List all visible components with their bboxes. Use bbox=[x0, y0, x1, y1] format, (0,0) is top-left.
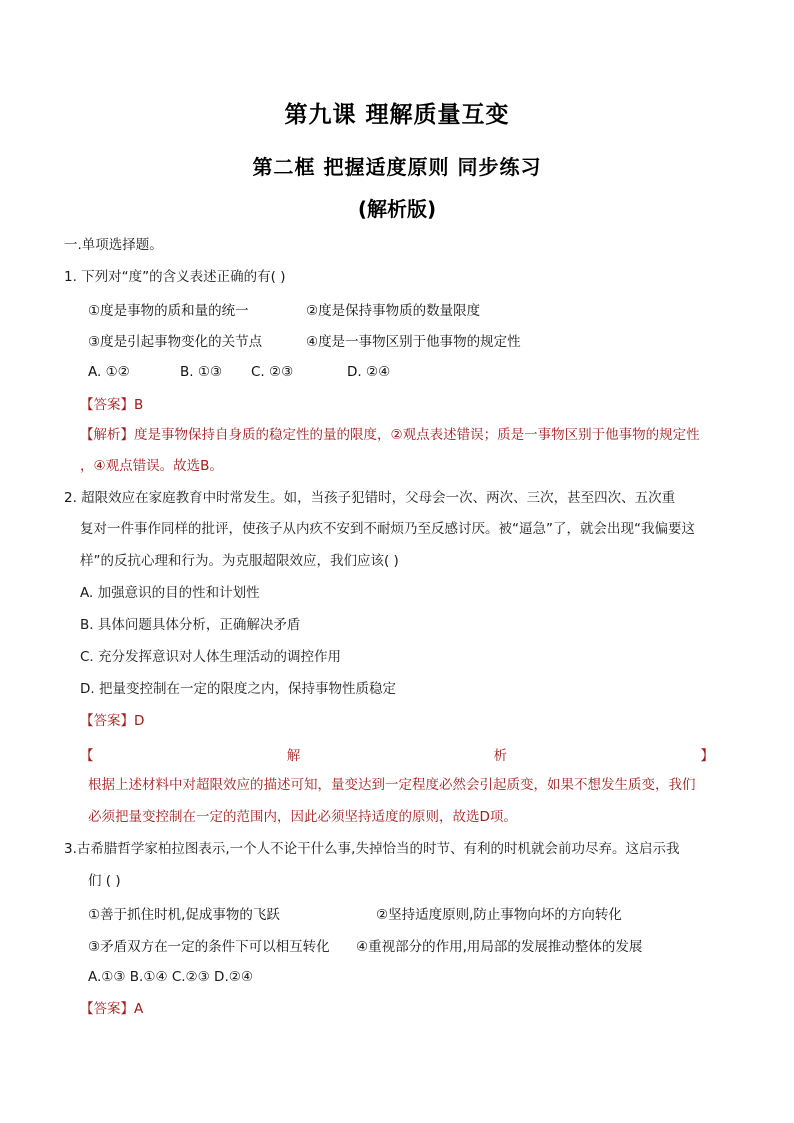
q2-analysis-line2: 必须把量变控制在一定的范围内，因此必须坚持适度的原则，故选D项。 bbox=[88, 809, 517, 825]
q2-analysis-line1: 根据上述材料中对超限效应的描述可知，量变达到一定程度必然会引起质变，如果不想发生质变，我们 bbox=[88, 777, 696, 793]
q1-analysis-line1: 【解析】度是事物保持自身质的稳定性的量的限度，②观点表述错误；质是一事物区别于他事物的规定性 bbox=[80, 427, 700, 443]
edition-label: (解析版) bbox=[357, 197, 437, 221]
section-heading: 一.单项选择题。 bbox=[64, 237, 163, 253]
q2-analysis-header bbox=[80, 744, 714, 764]
q1-answer: 【答案】B bbox=[80, 397, 144, 413]
q1-choice-d: D. ②④ bbox=[347, 364, 391, 380]
q3-option-4: ④重视部分的作用,用局部的发展推动整体的发展 bbox=[356, 939, 643, 955]
q1-choice-c: C. ②③ bbox=[251, 364, 294, 380]
q2-analysis-bracket-close: 】 bbox=[700, 748, 714, 764]
q2-choice-a: A. 加强意识的目的性和计划性 bbox=[80, 585, 260, 601]
q1-choice-b: B. ①③ bbox=[180, 364, 223, 380]
q2-analysis-word-2: 析 bbox=[493, 748, 508, 764]
q1-option-2: ②度是保持事物质的数量限度 bbox=[306, 303, 481, 319]
q2-choice-d: D. 把量变控制在一定的限度之内，保持事物性质稳定 bbox=[80, 681, 396, 697]
q2-answer: 【答案】D bbox=[80, 713, 145, 729]
q3-stem-line2: 们 ( ) bbox=[88, 873, 121, 889]
q1-choice-a: A. ①② bbox=[88, 364, 130, 380]
q2-choice-b: B. 具体问题具体分析，正确解决矛盾 bbox=[80, 617, 301, 633]
q2-analysis-bracket-open: 【 bbox=[80, 748, 94, 764]
q2-stem-line3: 样”的反抗心理和行为。为克服超限效应，我们应该( ) bbox=[80, 553, 399, 569]
q3-option-1: ①善于抓住时机,促成事物的飞跃 bbox=[88, 907, 280, 923]
q3-stem-line1: 3.古希腊哲学家柏拉图表示,一个人不论干什么事,失掉恰当的时节、有利的时机就会前功尽弃。这启示我 bbox=[64, 841, 680, 857]
lesson-title: 第九课 理解质量互变 bbox=[284, 102, 510, 128]
q3-option-2: ②坚持适度原则,防止事物向坏的方向转化 bbox=[376, 907, 622, 923]
section-title: 第二框 把握适度原则 同步练习 bbox=[252, 155, 542, 179]
q3-answer: 【答案】A bbox=[80, 1001, 144, 1017]
q1-option-3: ③度是引起事物变化的关节点 bbox=[88, 334, 263, 350]
q1-analysis-line2: ，④观点错误。故选B。 bbox=[80, 458, 223, 474]
q1-option-1: ①度是事物的质和量的统一 bbox=[88, 303, 249, 319]
q3-option-3: ③矛盾双方在一定的条件下可以相互转化 bbox=[88, 939, 330, 955]
q2-choice-c: C. 充分发挥意识对人体生理活动的调控作用 bbox=[80, 649, 342, 665]
q2-stem-line2: 复对一件事作同样的批评，使孩子从内疚不安到不耐烦乃至反感讨厌。被“逼急”了，就会出现“我偏要这 bbox=[80, 521, 695, 537]
q3-choices: A.①③ B.①④ C.②③ D.②④ bbox=[88, 969, 253, 985]
q2-analysis-word-1: 解 bbox=[286, 748, 301, 764]
q1-option-4: ④度是一事物区别于他事物的规定性 bbox=[306, 334, 521, 350]
q2-stem-line1: 2. 超限效应在家庭教育中时常发生。如，当孩子犯错时，父母会一次、两次、三次，甚至四次、五次重 bbox=[64, 490, 676, 506]
q1-stem: 1. 下列对“度”的含义表述正确的有( ) bbox=[64, 269, 286, 285]
